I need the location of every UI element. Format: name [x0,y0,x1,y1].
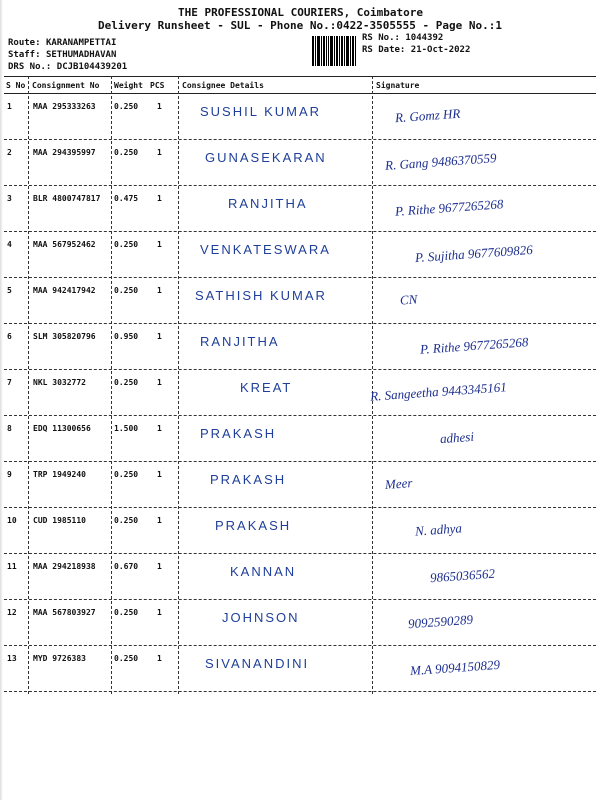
row-consignment-no: SLM 305820796 [33,332,96,341]
row-signature: 9092590289 [407,611,474,632]
rs-date-value: 21-Oct-2022 [410,45,471,55]
row-weight: 0.250 [114,240,139,249]
row-divider [4,645,596,646]
row-divider [4,507,596,508]
row-sno: 2 [7,148,12,157]
route-line [8,38,116,48]
row-divider [4,277,596,278]
route-value: KARANAMPETTAI [45,38,117,48]
row-divider [4,231,596,232]
row-divider [4,461,596,462]
row-consignment-no: MAA 567952462 [33,240,96,249]
row-consignment-no: TRP 1949240 [33,470,86,479]
row-weight: 0.250 [114,378,139,387]
row-signature: R. Gomz HR [394,105,461,126]
scan-edge [0,0,3,800]
drs-label: DRS No.: [8,62,52,72]
row-sno: 1 [7,102,12,111]
column-divider [372,76,373,694]
row-weight: 0.250 [114,470,139,479]
row-weight: 0.670 [114,562,139,571]
row-divider [4,139,596,140]
row-consignee-name: RANJITHA [228,196,308,211]
row-pcs: 1 [157,608,162,617]
row-sno: 10 [7,516,17,525]
row-signature: M.A 9094150829 [409,656,501,679]
row-consignee-name: RANJITHA [200,334,280,349]
row-divider [4,691,596,692]
rs-no-line [362,33,443,43]
row-divider [4,369,596,370]
table-top-rule [4,76,596,77]
row-consignee-name: SUSHIL KUMAR [200,104,322,119]
column-divider [28,76,29,694]
row-pcs: 1 [157,424,162,433]
row-weight: 0.250 [114,516,139,525]
row-signature: 9865036562 [429,565,496,586]
row-weight: 0.250 [114,654,139,663]
row-weight: 0.250 [114,608,139,617]
row-consignment-no: MAA 294218938 [33,562,96,571]
header-pcs: PCS [150,81,165,90]
row-weight: 0.475 [114,194,139,203]
row-weight: 0.250 [114,148,139,157]
column-divider [111,76,112,694]
row-consignee-name: JOHNSON [222,610,300,625]
row-consignee-name: GUNASEKARAN [205,150,327,165]
header-consignment: Consignment No [32,81,100,90]
row-pcs: 1 [157,240,162,249]
row-pcs: 1 [157,470,162,479]
row-sno: 7 [7,378,12,387]
row-consignee-name: SIVANANDINI [205,656,310,671]
row-pcs: 1 [157,286,162,295]
runsheet-title: Delivery Runsheet - SUL - Phone No.:0422-3505555 - Page No.:1 [98,19,502,32]
row-weight: 0.250 [114,102,139,111]
row-weight: 0.950 [114,332,139,341]
drs-value: DCJB104439201 [56,62,128,72]
barcode [312,36,358,66]
row-signature: N. adhya [414,520,463,539]
row-pcs: 1 [157,516,162,525]
row-sno: 9 [7,470,12,479]
row-signature: CN [399,291,418,308]
row-signature: adhesi [439,428,475,447]
row-pcs: 1 [157,378,162,387]
row-sno: 11 [7,562,17,571]
row-divider [4,323,596,324]
row-sno: 4 [7,240,12,249]
header-consignee: Consignee Details [182,81,264,90]
row-sno: 13 [7,654,17,663]
table-header-rule [4,93,596,94]
row-consignment-no: EDQ 11300656 [33,424,91,433]
header-weight: Weight [114,81,143,90]
row-consignment-no: NKL 3032772 [33,378,86,387]
row-sno: 3 [7,194,12,203]
row-signature: P. Sujitha 9677609826 [414,241,534,266]
rs-date-line [362,45,470,55]
row-pcs: 1 [157,562,162,571]
row-consignment-no: MYD 9726383 [33,654,86,663]
row-divider [4,553,596,554]
staff-line [8,50,116,60]
row-consignee-name: KREAT [240,380,293,395]
row-consignment-no: BLR 4800747817 [33,194,101,203]
row-consignee-name: PRAKASH [200,426,277,441]
row-pcs: 1 [157,194,162,203]
row-consignee-name: PRAKASH [215,518,292,533]
row-pcs: 1 [157,148,162,157]
row-weight: 0.250 [114,286,139,295]
row-consignment-no: MAA 567803927 [33,608,96,617]
row-consignee-name: SATHISH KUMAR [195,288,327,303]
row-consignee-name: VENKATESWARA [200,242,331,257]
drs-line [8,62,127,72]
row-consignee-name: KANNAN [230,564,297,579]
row-consignee-name: PRAKASH [210,472,287,487]
route-label: Route: [8,38,41,48]
row-sno: 12 [7,608,17,617]
rs-no-value: 1044392 [405,33,444,43]
column-divider [178,76,179,694]
row-signature: R. Gang 9486370559 [384,150,497,173]
row-pcs: 1 [157,102,162,111]
row-divider [4,415,596,416]
staff-label: Staff: [8,50,41,60]
staff-value: SETHUMADHAVAN [45,50,117,60]
row-consignment-no: MAA 295333263 [33,102,96,111]
row-pcs: 1 [157,332,162,341]
row-signature: Meer [384,475,413,492]
row-signature: P. Rithe 9677265268 [419,334,529,357]
row-consignment-no: MAA 294395997 [33,148,96,157]
row-signature: R. Sangeetha 9443345161 [369,379,508,404]
row-divider [4,599,596,600]
company-title: THE PROFESSIONAL COURIERS, Coimbatore [178,6,424,19]
header-sno: S No [6,81,26,90]
row-sno: 8 [7,424,12,433]
rs-date-label: RS Date: [362,45,406,55]
row-sno: 5 [7,286,12,295]
row-sno: 6 [7,332,12,341]
row-consignment-no: MAA 942417942 [33,286,96,295]
row-pcs: 1 [157,654,162,663]
row-divider [4,185,596,186]
row-consignment-no: CUD 1985110 [33,516,86,525]
rs-no-label: RS No.: [362,33,400,43]
row-weight: 1.500 [114,424,139,433]
header-signature: Signature [376,81,420,90]
row-signature: P. Rithe 9677265268 [394,196,504,219]
